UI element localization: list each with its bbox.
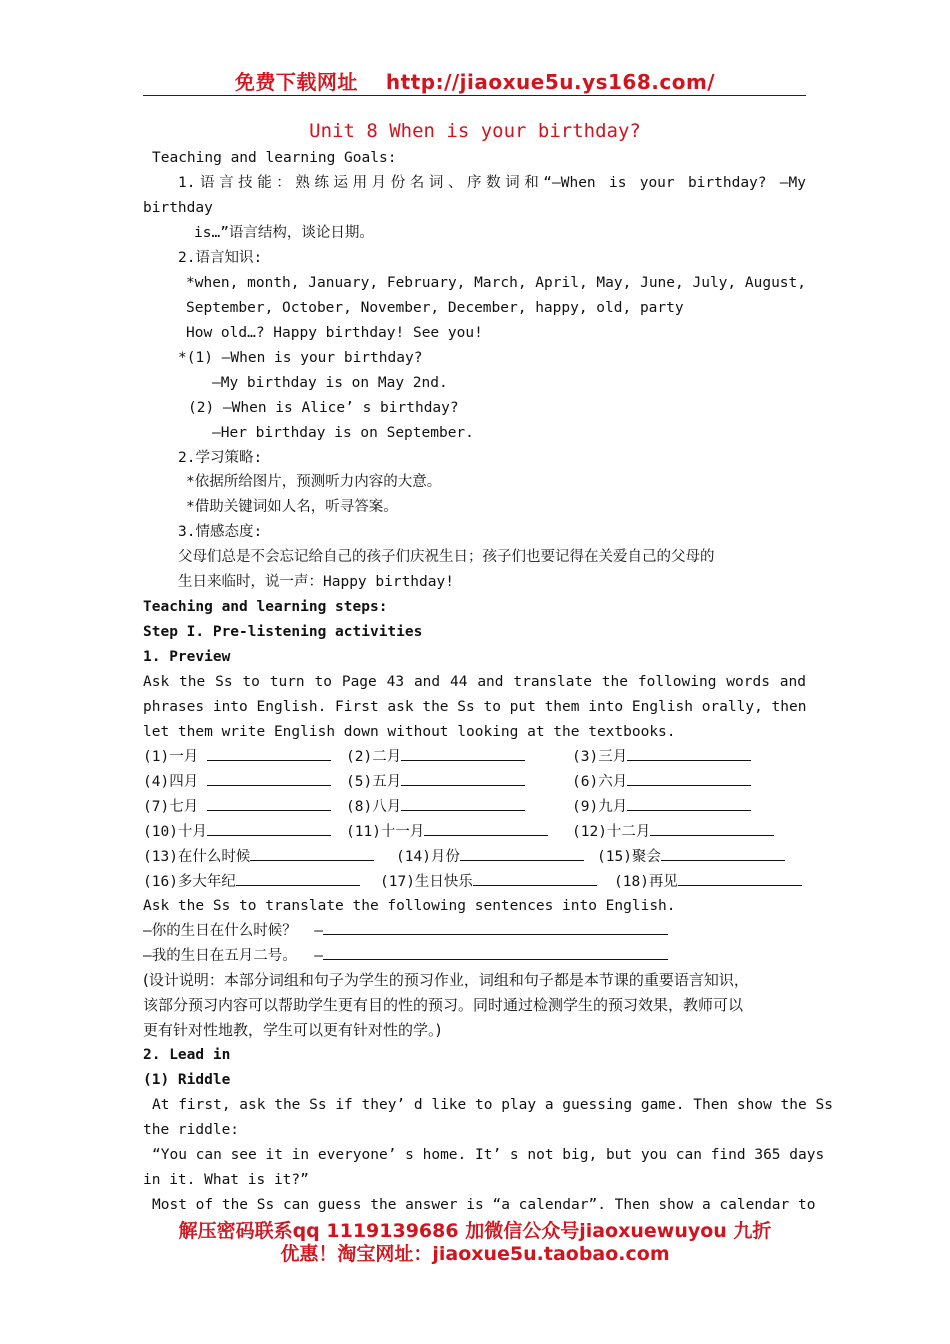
- answer-blank[interactable]: [627, 796, 751, 811]
- site-header: [0, 66, 950, 95]
- answer-blank[interactable]: [473, 871, 597, 886]
- exercise-item: (13)在什么时候: [143, 846, 374, 867]
- exercise-item: (7)七月: [143, 796, 331, 817]
- vocab-line-3: How old…? Happy birthday! See you!: [186, 325, 483, 341]
- attitude-heading: 3.情感态度:: [178, 524, 263, 540]
- page-title: Unit 8 When is your birthday?: [309, 120, 641, 142]
- answer-blank[interactable]: [627, 771, 751, 786]
- exercise-item: (8)八月: [346, 796, 525, 817]
- attitude-line-2: 生日来临时，说一声：Happy birthday!: [178, 574, 454, 590]
- dialog-1-answer: —My birthday is on May 2nd.: [212, 375, 448, 391]
- exercise-item: (12)十二月: [572, 821, 774, 842]
- answer-blank[interactable]: [401, 771, 525, 786]
- design-note-line-1: (设计说明：本部分词组和句子为学生的预习作业，词组和句子都是本节课的重要语言知识，: [143, 971, 749, 989]
- translate-heading: Ask the Ss to translate the following sentences into English.: [143, 898, 676, 914]
- vocab-line-1: *when, month, January, February, March, April, May, June, July, August,: [186, 275, 806, 291]
- dialog-2-answer: —Her birthday is on September.: [212, 425, 474, 441]
- answer-blank[interactable]: [207, 796, 331, 811]
- answer-blank[interactable]: [323, 945, 668, 960]
- answer-blank[interactable]: [323, 920, 668, 935]
- exercise-item: (15)聚会: [597, 846, 785, 867]
- exercise-item: (6)六月: [572, 771, 751, 792]
- goal-skill-line-1: 1.语言技能：熟练运用月份名词、序数词和“—When is your birthday? —My: [178, 175, 806, 191]
- exercise-item: (18)再见: [614, 871, 802, 892]
- preview-heading: 1. Preview: [143, 649, 231, 665]
- answer-blank[interactable]: [627, 746, 751, 761]
- answer-blank[interactable]: [207, 821, 331, 836]
- vocab-line-2: September, October, November, December, happy, old, party: [186, 300, 684, 316]
- answer-blank[interactable]: [401, 746, 525, 761]
- sentence-item: —你的生日在什么时候？ —: [143, 920, 668, 941]
- riddle-line-1: At first, ask the Ss if they’ d like to play a guessing game. Then show the Ss: [152, 1097, 833, 1113]
- goal-skill-line-2: birthday: [143, 200, 213, 216]
- exercise-item: (4)四月: [143, 771, 331, 792]
- attitude-line-1: 父母们总是不会忘记给自己的孩子们庆祝生日；孩子们也要记得在关爱自己的父母的: [178, 549, 715, 565]
- strategy-item-1: *依据所给图片，预测听力内容的大意。: [186, 474, 442, 490]
- footer-line-1: 解压密码联系qq 1119139686 加微信公众号jiaoxuewuyou 九折: [178, 1220, 772, 1242]
- dialog-2-question: (2) —When is Alice’ s birthday?: [188, 400, 459, 416]
- riddle-line-4: in it. What is it?”: [143, 1172, 309, 1188]
- riddle-heading: (1) Riddle: [143, 1072, 231, 1088]
- strategy-heading: 2.学习策略:: [178, 450, 263, 466]
- answer-blank[interactable]: [460, 846, 584, 861]
- steps-heading: Teaching and learning steps:: [143, 599, 388, 615]
- header-divider: [143, 95, 806, 96]
- goal-skill-line-3: is…”语言结构，谈论日期。: [194, 225, 374, 241]
- answer-blank[interactable]: [650, 821, 774, 836]
- exercise-item: (11)十一月: [346, 821, 548, 842]
- answer-blank[interactable]: [661, 846, 785, 861]
- dialog-1-question: *(1) —When is your birthday?: [178, 350, 423, 366]
- exercise-item: (16)多大年纪: [143, 871, 360, 892]
- exercise-item: (17)生日快乐: [380, 871, 597, 892]
- lead-in-heading: 2. Lead in: [143, 1047, 231, 1063]
- riddle-line-2: the riddle:: [143, 1122, 240, 1138]
- exercise-item: (10)十月: [143, 821, 331, 842]
- exercise-item: (14)月份: [396, 846, 584, 867]
- answer-blank[interactable]: [236, 871, 360, 886]
- exercise-item: (5)五月: [346, 771, 525, 792]
- exercise-item: (3)三月: [572, 746, 751, 767]
- exercise-item: (9)九月: [572, 796, 751, 817]
- header-url-link[interactable]: http://jiaoxue5u.ys168.com/: [385, 70, 716, 94]
- answer-blank[interactable]: [207, 746, 331, 761]
- strategy-item-2: *借助关键词如人名，听寻答案。: [186, 499, 398, 515]
- design-note-line-3: 更有针对性地教，学生可以更有针对性的学。): [143, 1021, 442, 1039]
- answer-blank[interactable]: [250, 846, 374, 861]
- goals-heading: Teaching and learning Goals:: [152, 150, 397, 166]
- design-note-line-2: 该部分预习内容可以帮助学生更有目的性的预习。同时通过检测学生的预习效果，教师可以: [143, 996, 744, 1014]
- exercise-item: (2)二月: [346, 746, 525, 767]
- answer-blank[interactable]: [207, 771, 331, 786]
- footer-line-2: 优惠！淘宝网址：jiaoxue5u.taobao.com: [280, 1243, 670, 1265]
- step-1-heading: Step I. Pre-listening activities: [143, 624, 423, 640]
- sentence-item: —我的生日在五月二号。 —: [143, 945, 668, 966]
- answer-blank[interactable]: [401, 796, 525, 811]
- preview-line-3: let them write English down without looking at the textbooks.: [143, 724, 676, 740]
- exercise-item: (1)一月: [143, 746, 331, 767]
- riddle-line-5: Most of the Ss can guess the answer is “a calendar”. Then show a calendar to: [152, 1197, 816, 1213]
- preview-line-2: phrases into English. First ask the Ss to put them into English orally, then: [143, 699, 807, 715]
- header-label: 免费下载网址: [234, 70, 358, 94]
- answer-blank[interactable]: [678, 871, 802, 886]
- knowledge-heading: 2.语言知识:: [178, 250, 263, 266]
- preview-line-1: Ask the Ss to turn to Page 43 and 44 and translate the following words and: [143, 674, 806, 690]
- answer-blank[interactable]: [424, 821, 548, 836]
- riddle-line-3: “You can see it in everyone’ s home. It’ s not big, but you can find 365 days: [152, 1147, 825, 1163]
